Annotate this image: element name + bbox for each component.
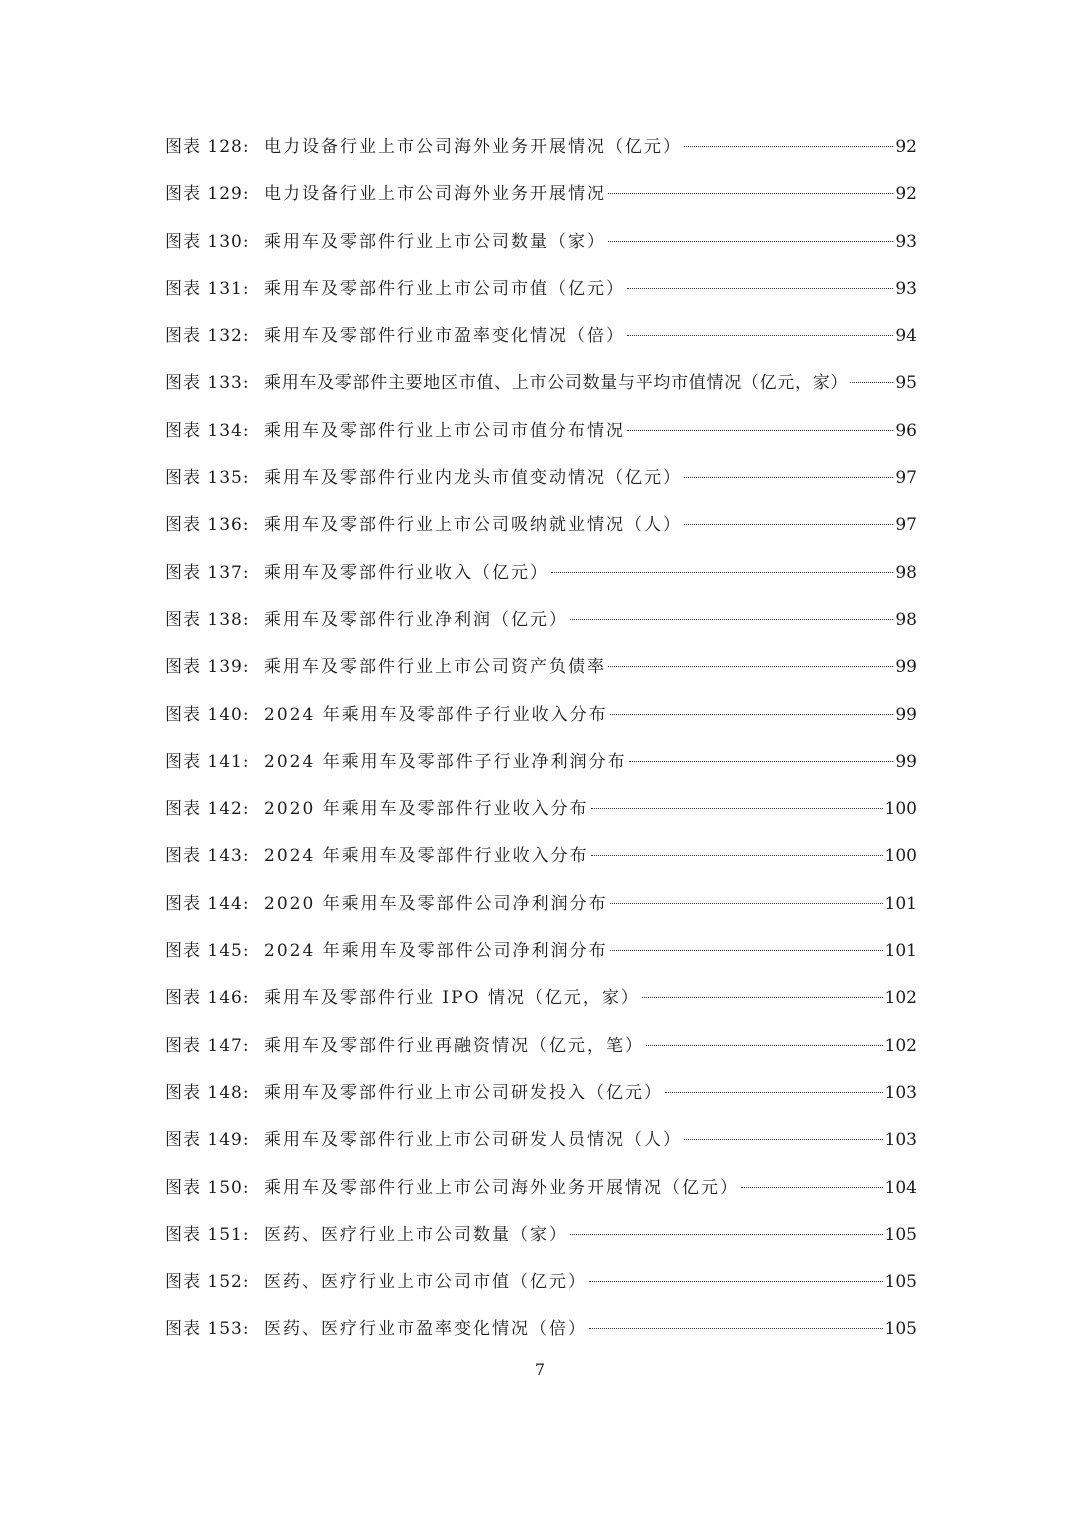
dot-leader — [610, 950, 883, 951]
toc-entry[interactable] — [165, 698, 917, 745]
figure-title: 2024 年乘用车及零部件子行业收入分布 — [264, 704, 608, 725]
figure-title: 乘用车及零部件行业再融资情况（亿元，笔） — [264, 1035, 644, 1056]
dot-leader — [608, 193, 893, 194]
page-ref: 105 — [884, 1224, 917, 1245]
figure-title: 2024 年乘用车及零部件公司净利润分布 — [264, 941, 608, 962]
dot-leader — [608, 666, 893, 667]
page-ref: 105 — [884, 1319, 917, 1340]
toc-entry[interactable] — [165, 1265, 917, 1312]
toc-entry[interactable] — [165, 414, 917, 461]
page-ref: 98 — [895, 609, 917, 630]
page-ref: 95 — [895, 373, 917, 394]
figure-title: 乘用车及零部件行业上市公司数量（家） — [264, 231, 606, 252]
figure-title: 乘用车及零部件行业上市公司研发人员情况（人） — [264, 1130, 682, 1151]
dot-leader — [570, 1234, 883, 1235]
page-ref: 100 — [884, 846, 917, 867]
page-ref: 102 — [884, 1035, 917, 1056]
figure-title: 乘用车及零部件行业净利润（亿元） — [264, 609, 568, 630]
figure-label: 图表 132: — [165, 326, 250, 347]
toc-entry[interactable] — [165, 839, 917, 886]
page-ref: 102 — [884, 988, 917, 1009]
figure-title: 2020 年乘用车及零部件行业收入分布 — [264, 799, 589, 820]
toc-entry[interactable] — [165, 1029, 917, 1076]
page-ref: 104 — [884, 1177, 917, 1198]
figure-label: 图表 133: — [165, 373, 250, 394]
page-ref: 93 — [895, 278, 917, 299]
figure-label: 图表 147: — [165, 1035, 250, 1056]
figure-label: 图表 148: — [165, 1082, 250, 1103]
figure-label: 图表 137: — [165, 562, 250, 583]
figure-label: 图表 135: — [165, 468, 250, 489]
dot-leader — [589, 1281, 883, 1282]
table-of-figures — [165, 130, 917, 1360]
dot-leader — [627, 335, 893, 336]
figure-title: 2024 年乘用车及零部件行业收入分布 — [264, 846, 589, 867]
figure-title: 医药、医疗行业上市公司市值（亿元） — [264, 1272, 587, 1293]
figure-title: 乘用车及零部件行业上市公司吸纳就业情况（人） — [264, 515, 682, 536]
page-ref: 105 — [884, 1272, 917, 1293]
dot-leader — [589, 1328, 883, 1329]
figure-label: 图表 141: — [165, 751, 250, 772]
figure-label: 图表 153: — [165, 1319, 250, 1340]
toc-entry[interactable] — [165, 1076, 917, 1123]
dot-leader — [684, 146, 893, 147]
dot-leader — [646, 1045, 883, 1046]
figure-title: 电力设备行业上市公司海外业务开展情况（亿元） — [264, 137, 682, 157]
toc-entry[interactable] — [165, 1312, 917, 1359]
figure-title: 医药、医疗行业市盈率变化情况（倍） — [264, 1319, 587, 1340]
figure-title: 乘用车及零部件行业 IPO 情况（亿元，家） — [264, 988, 640, 1009]
dot-leader — [591, 808, 883, 809]
toc-entry[interactable] — [165, 130, 917, 177]
dot-leader — [551, 572, 893, 573]
figure-label: 图表 146: — [165, 988, 250, 1009]
page-ref: 100 — [884, 799, 917, 820]
toc-entry[interactable] — [165, 1218, 917, 1265]
figure-label: 图表 142: — [165, 799, 250, 820]
toc-entry[interactable] — [165, 603, 917, 650]
figure-title: 乘用车及零部件行业上市公司研发投入（亿元） — [264, 1082, 663, 1103]
figure-title: 乘用车及零部件行业上市公司海外业务开展情况（亿元） — [264, 1177, 739, 1198]
dot-leader — [684, 1139, 883, 1140]
toc-entry[interactable] — [165, 792, 917, 839]
figure-title: 2020 年乘用车及零部件公司净利润分布 — [264, 893, 608, 914]
dot-leader — [610, 903, 883, 904]
toc-entry[interactable] — [165, 319, 917, 366]
figure-label: 图表 149: — [165, 1130, 250, 1151]
figure-title: 乘用车及零部件行业上市公司市值分布情况 — [264, 420, 625, 441]
figure-label: 图表 140: — [165, 704, 250, 725]
page-ref: 101 — [884, 893, 917, 914]
figure-label: 图表 129: — [165, 184, 250, 205]
figure-title: 2024 年乘用车及零部件子行业净利润分布 — [264, 751, 627, 772]
figure-title: 乘用车及零部件行业上市公司资产负债率 — [264, 657, 606, 678]
page-ref: 103 — [884, 1130, 917, 1151]
toc-entry[interactable] — [165, 272, 917, 319]
toc-entry[interactable] — [165, 981, 917, 1028]
toc-entry[interactable] — [165, 461, 917, 508]
page-ref: 103 — [884, 1082, 917, 1103]
toc-entry[interactable] — [165, 508, 917, 555]
toc-entry[interactable] — [165, 887, 917, 934]
figure-title: 乘用车及零部件行业市盈率变化情况（倍） — [264, 326, 625, 347]
figure-label: 图表 145: — [165, 941, 250, 962]
page-ref: 96 — [895, 420, 917, 441]
page-ref: 94 — [895, 326, 917, 347]
page-ref: 92 — [895, 137, 917, 157]
page-ref: 101 — [884, 941, 917, 962]
dot-leader — [850, 382, 893, 383]
dot-leader — [570, 619, 893, 620]
toc-entry[interactable] — [165, 745, 917, 792]
toc-entry[interactable] — [165, 934, 917, 981]
toc-entry[interactable] — [165, 177, 917, 224]
figure-label: 图表 151: — [165, 1224, 250, 1245]
toc-entry[interactable] — [165, 1171, 917, 1218]
dot-leader — [642, 997, 883, 998]
figure-label: 图表 150: — [165, 1177, 250, 1198]
dot-leader — [591, 855, 883, 856]
dot-leader — [684, 477, 893, 478]
toc-entry[interactable] — [165, 225, 917, 272]
dot-leader — [665, 1092, 883, 1093]
dot-leader — [684, 524, 893, 525]
page-ref: 93 — [895, 231, 917, 252]
figure-label: 图表 144: — [165, 893, 250, 914]
page-ref: 99 — [895, 704, 917, 725]
toc-entry[interactable] — [165, 366, 917, 413]
figure-label: 图表 130: — [165, 231, 250, 252]
dot-leader — [741, 1187, 883, 1188]
toc-entry[interactable] — [165, 1123, 917, 1170]
page-ref: 92 — [895, 184, 917, 205]
dot-leader — [608, 241, 893, 242]
figure-label: 图表 139: — [165, 657, 250, 678]
page-number: 7 — [534, 1360, 546, 1379]
figure-title: 乘用车及零部件行业内龙头市值变动情况（亿元） — [264, 468, 682, 489]
page-ref: 99 — [895, 751, 917, 772]
dot-leader — [610, 714, 894, 715]
dot-leader — [627, 288, 893, 289]
toc-entry[interactable] — [165, 650, 917, 697]
figure-title: 乘用车及零部件行业收入（亿元） — [264, 562, 549, 583]
figure-title: 乘用车及零部件主要地区市值、上市公司数量与平均市值情况（亿元，家） — [264, 373, 849, 394]
figure-title: 乘用车及零部件行业上市公司市值（亿元） — [264, 278, 625, 299]
figure-title: 医药、医疗行业上市公司数量（家） — [264, 1224, 568, 1245]
page-ref: 97 — [895, 515, 917, 536]
figure-label: 图表 152: — [165, 1272, 250, 1293]
dot-leader — [629, 761, 894, 762]
figure-label: 图表 128: — [165, 137, 250, 157]
toc-entry[interactable] — [165, 556, 917, 603]
dot-leader — [627, 430, 893, 431]
figure-label: 图表 138: — [165, 609, 250, 630]
figure-title: 电力设备行业上市公司海外业务开展情况 — [264, 184, 606, 205]
page-ref: 98 — [895, 562, 917, 583]
page-ref: 99 — [895, 657, 917, 678]
figure-label: 图表 136: — [165, 515, 250, 536]
page-ref: 97 — [895, 468, 917, 489]
figure-label: 图表 143: — [165, 846, 250, 867]
figure-label: 图表 131: — [165, 278, 250, 299]
figure-label: 图表 134: — [165, 420, 250, 441]
